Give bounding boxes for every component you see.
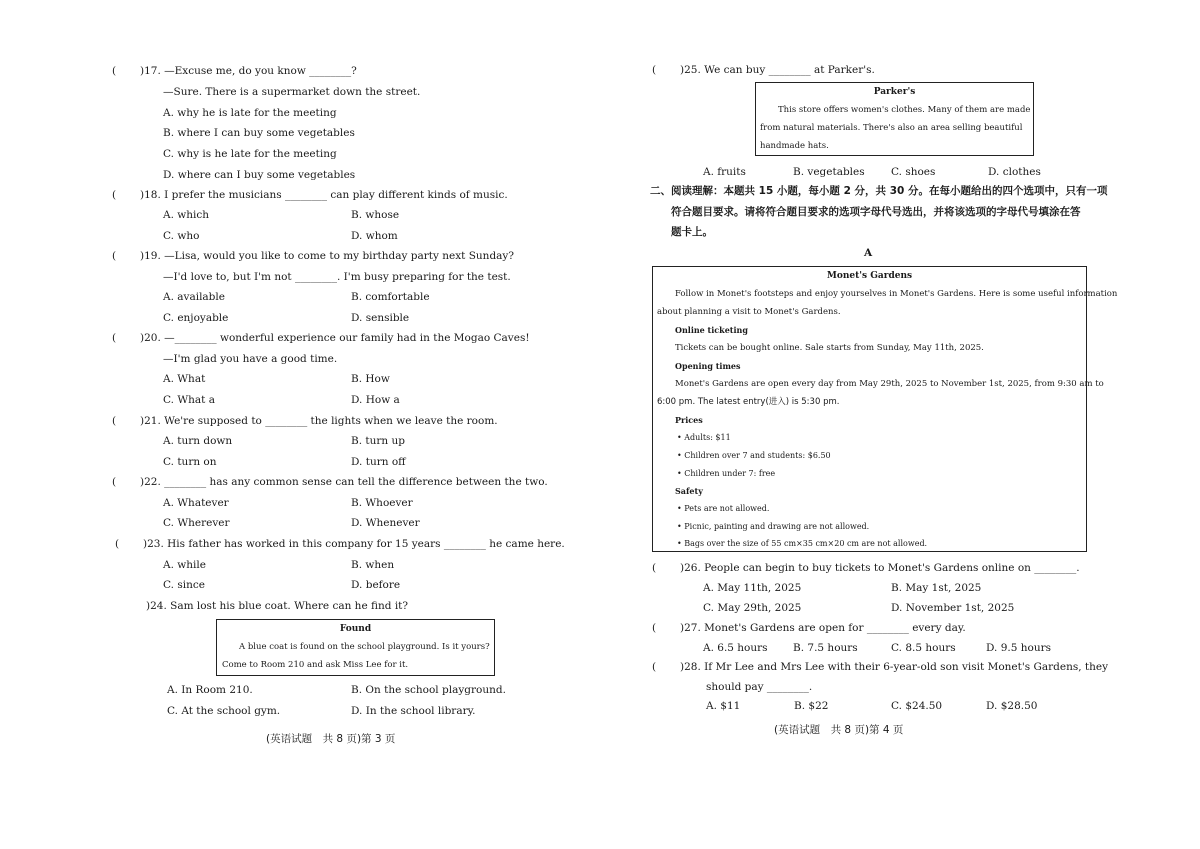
- found-notice: [216, 619, 495, 676]
- answer-paren: (: [112, 189, 117, 201]
- question-22-stem: )22. ________ has any common sense can tell the difference between the two.: [140, 476, 548, 488]
- section-heading: 二、阅读理解：本题共 15 小题，每小题 2 分，共 30 分。在每小题给出的四个选项中，只有一项: [650, 185, 1108, 197]
- notice-text: handmade hats.: [760, 141, 829, 151]
- option-c: C. enjoyable: [163, 312, 229, 324]
- option-a: A. while: [163, 559, 206, 571]
- option-c: C. May 29th, 2025: [703, 602, 802, 614]
- answer-paren: (: [652, 661, 657, 673]
- option-a: A. which: [163, 209, 210, 221]
- notice-subheading: Opening times: [675, 361, 741, 371]
- notice-text: from natural materials. There's also an area selling beautiful: [760, 123, 1023, 133]
- question-26-stem: )26. People can begin to buy tickets to Monet's Gardens online on ________.: [680, 562, 1080, 574]
- answer-paren: (: [112, 476, 117, 488]
- option-d: D. turn off: [351, 456, 406, 468]
- safety-item: • Picnic, painting and drawing are not allowed.: [677, 522, 870, 531]
- price-item: • Children over 7 and students: $6.50: [677, 451, 831, 460]
- question-20-line2: —I'm glad you have a good time.: [163, 353, 338, 365]
- answer-paren: (: [652, 64, 657, 76]
- question-20-stem: )20. —________ wonderful experience our family had in the Mogao Caves!: [140, 332, 530, 344]
- notice-subheading: Online ticketing: [675, 325, 748, 335]
- notice-title: Parker's: [873, 87, 916, 97]
- option-d: D. Whenever: [351, 517, 420, 529]
- question-23-stem: )23. His father has worked in this company for 15 years ________ he came here.: [143, 538, 565, 550]
- notice-text: Follow in Monet's footsteps and enjoy yourselves in Monet's Gardens. Here is some useful information: [675, 289, 1118, 299]
- option-b: B. turn up: [351, 435, 405, 447]
- answer-paren: (: [115, 538, 120, 550]
- answer-paren: (: [112, 65, 117, 77]
- option-d: D. In the school library.: [351, 705, 476, 717]
- answer-paren: (: [112, 332, 117, 344]
- option-b: B. May 1st, 2025: [891, 582, 982, 594]
- option-a: A. available: [163, 291, 225, 303]
- price-item: • Children under 7: free: [677, 469, 776, 478]
- part-label: A: [864, 247, 873, 259]
- option-d: D. sensible: [351, 312, 410, 324]
- answer-paren: (: [112, 250, 117, 262]
- monet-gardens-notice: [652, 266, 1118, 552]
- option-c: C. Wherever: [163, 517, 230, 529]
- option-b: B. 7.5 hours: [793, 642, 858, 654]
- option-d: D. before: [351, 579, 401, 591]
- section-heading: 题卡上。: [671, 226, 713, 238]
- option-d: D. where can I buy some vegetables: [163, 169, 356, 181]
- notice-title: Monet's Gardens: [826, 271, 913, 281]
- option-c: C. turn on: [163, 456, 217, 468]
- option-d: D. clothes: [988, 166, 1041, 178]
- option-c: C. shoes: [891, 166, 936, 178]
- safety-item: • Bags over the size of 55 cm×35 cm×20 cm are not allowed.: [677, 539, 928, 548]
- notice-text: A blue coat is found on the school playground. Is it yours?: [239, 642, 490, 652]
- option-c: C. At the school gym.: [167, 705, 281, 717]
- option-a: A. fruits: [703, 166, 746, 178]
- notice-text: 6:00 pm. The latest entry(进入) is 5:30 pm.: [657, 397, 840, 407]
- option-a: A. In Room 210.: [167, 684, 253, 696]
- question-28-stem: )28. If Mr Lee and Mrs Lee with their 6-year-old son visit Monet's Gardens, they: [680, 661, 1109, 673]
- option-d: D. November 1st, 2025: [891, 602, 1015, 614]
- question-21-stem: )21. We're supposed to ________ the lights when we leave the room.: [140, 415, 498, 427]
- question-17-line2: —Sure. There is a supermarket down the street.: [163, 86, 421, 98]
- notice-title: Found: [339, 624, 372, 634]
- notice-text: Come to Room 210 and ask Miss Lee for it.: [222, 660, 409, 670]
- option-c: C. since: [163, 579, 205, 591]
- question-27-stem: )27. Monet's Gardens are open for ________ every day.: [680, 622, 966, 634]
- option-a: A. 6.5 hours: [703, 642, 768, 654]
- option-b: B. $22: [794, 700, 829, 712]
- page-footer: (英语试题 共 8 页)第 3 页: [266, 733, 396, 745]
- option-b: B. Whoever: [351, 497, 413, 509]
- option-a: A. why he is late for the meeting: [163, 107, 337, 119]
- question-19-stem: )19. —Lisa, would you like to come to my birthday party next Sunday?: [140, 250, 514, 262]
- option-b: B. On the school playground.: [351, 684, 506, 696]
- option-c: C. $24.50: [891, 700, 943, 712]
- notice-text: Tickets can be bought online. Sale starts from Sunday, May 11th, 2025.: [675, 343, 984, 353]
- option-b: B. whose: [351, 209, 400, 221]
- question-19-line2: —I'd love to, but I'm not ________. I'm busy preparing for the test.: [163, 271, 511, 283]
- notice-text: This store offers women's clothes. Many of them are made: [778, 105, 1031, 115]
- price-item: • Adults: $11: [677, 433, 731, 442]
- option-a: A. $11: [706, 700, 741, 712]
- notice-text: Monet's Gardens are open every day from May 29th, 2025 to November 1st, 2025, from 9:30 am to: [675, 379, 1104, 389]
- notice-subheading: Safety: [675, 486, 703, 496]
- option-a: A. turn down: [163, 435, 233, 447]
- question-18-stem: )18. I prefer the musicians ________ can play different kinds of music.: [140, 189, 508, 201]
- option-c: C. why is he late for the meeting: [163, 148, 337, 160]
- option-b: B. How: [351, 373, 390, 385]
- parkers-notice: [755, 82, 1034, 156]
- option-b: B. vegetables: [793, 166, 865, 178]
- option-a: A. May 11th, 2025: [703, 582, 802, 594]
- page-4: [600, 0, 1200, 849]
- question-24-stem: )24. Sam lost his blue coat. Where can he find it?: [146, 600, 409, 612]
- answer-paren: (: [112, 415, 117, 427]
- option-b: B. comfortable: [351, 291, 430, 303]
- notice-text: about planning a visit to Monet's Gardens.: [657, 307, 841, 317]
- option-d: D. whom: [351, 230, 398, 242]
- page-footer: (英语试题 共 8 页)第 4 页: [774, 724, 904, 736]
- safety-item: • Pets are not allowed.: [677, 504, 770, 513]
- question-17-stem: )17. —Excuse me, do you know ________?: [140, 65, 357, 77]
- option-b: B. where I can buy some vegetables: [163, 127, 355, 139]
- option-d: D. $28.50: [986, 700, 1038, 712]
- notice-subheading: Prices: [675, 415, 703, 425]
- option-a: A. What: [163, 373, 206, 385]
- section-heading: 符合题目要求。请将符合题目要求的选项字母代号选出，并将该选项的字母代号填涂在答: [671, 206, 1081, 218]
- answer-paren: (: [652, 622, 657, 634]
- question-28-line2: should pay ________.: [706, 681, 813, 693]
- option-d: D. How a: [351, 394, 400, 406]
- option-a: A. Whatever: [163, 497, 229, 509]
- option-c: C. What a: [163, 394, 215, 406]
- option-d: D. 9.5 hours: [986, 642, 1052, 654]
- answer-paren: (: [652, 562, 657, 574]
- question-25-stem: )25. We can buy ________ at Parker's.: [680, 64, 875, 76]
- option-b: B. when: [351, 559, 395, 571]
- option-c: C. 8.5 hours: [891, 642, 956, 654]
- option-c: C. who: [163, 230, 200, 242]
